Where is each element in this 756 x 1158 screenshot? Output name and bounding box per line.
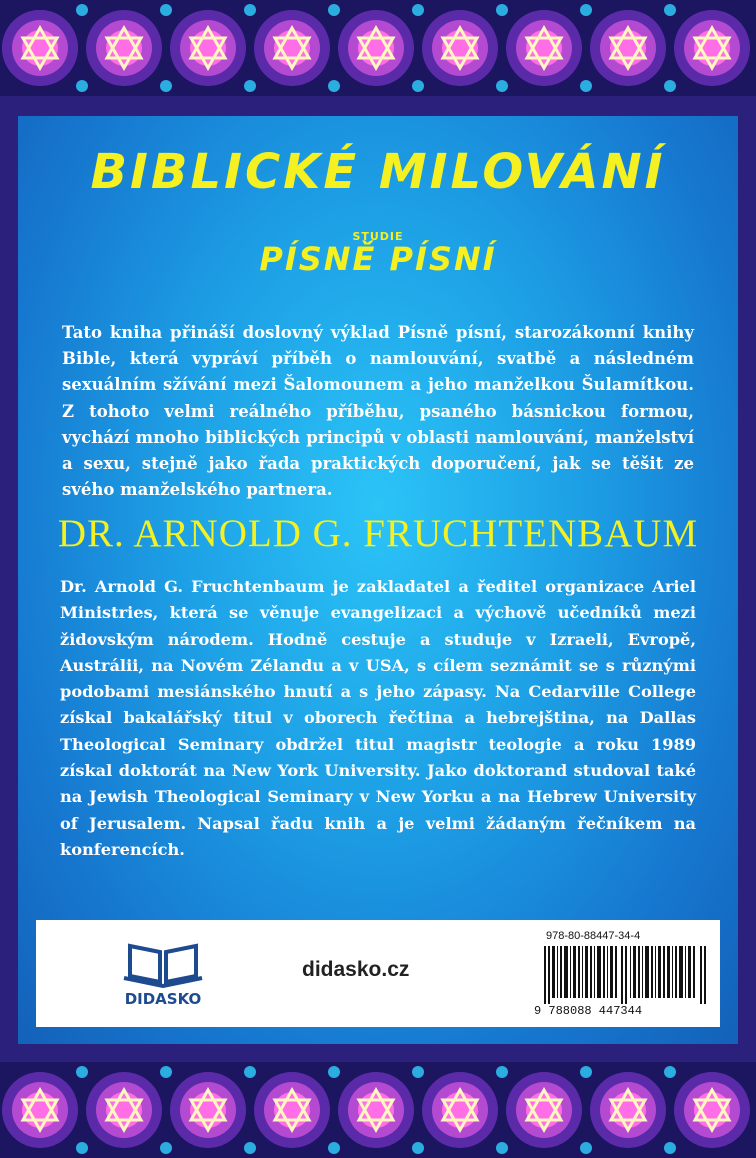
author-name: DR. ARNOLD G. FRUCHTENBAUM	[57, 512, 699, 555]
website-link[interactable]: didasko.cz	[302, 958, 410, 981]
subtitle-small: STUDIE	[352, 230, 404, 243]
subtitle-big: PÍSNĚ PÍSNÍ	[259, 240, 497, 278]
star-pattern-top	[0, 0, 756, 96]
barcode-icon	[544, 946, 708, 1004]
book-description: Tato kniha přináší doslovný výklad Písně písní, starozákonní knihy Bible, která vypráví příběh o namlouvání, svatbě a následném sexuálním sžívání mezi Šalomounem a jeho manželkou Šulamítkou. Z tohoto velmi reálného příběhu, psaného básnickou formou, vychází mnoho biblických principů v oblasti namlouvání, manželství a sexu, stejně jako řada praktických doporučení, jak se těšit ze svého manželského partnera.	[62, 323, 694, 500]
open-book-icon	[120, 938, 206, 988]
author-bio: Dr. Arnold G. Fruchtenbaum je zakladatel a ředitel organizace Ariel Ministries, která se věnuje evangelizaci a výchově učedníků mezi židovským národem. Hodně cestuje a studuje v Izraeli, Evropě, Austrálii, na Novém Zélandu a v USA, s cílem seznámit se s různými podobami mesiánského hnutí a s jeho zápasy. Na Cedarville College získal bakalářský titul v oborech řečtina a hebrejština, na Dallas Theological Seminary obdržel titul magistr teologie a roku 1989 získal doktorát na New York University. Jako doktorand studoval také na Jewish Theological Seminary v New Yorku a na Hebrew University of Jerusalem. Napsal řadu knih a je velmi žádaným řečníkem na konferencích.	[60, 577, 696, 859]
footer-box	[36, 920, 720, 1027]
barcode-digits: 9 788088 447344	[534, 1004, 643, 1018]
publisher-name: DIDASKO	[124, 990, 202, 1008]
book-title: BIBLICKÉ MILOVÁNÍ	[90, 144, 666, 200]
main-panel	[18, 116, 738, 1044]
publisher-logo	[120, 938, 206, 1010]
ornament-band-bottom	[0, 1062, 756, 1158]
star-pattern-bottom	[0, 1062, 756, 1158]
ornament-band-top	[0, 0, 756, 96]
isbn-number: 978-80-88447-34-4	[546, 930, 641, 942]
